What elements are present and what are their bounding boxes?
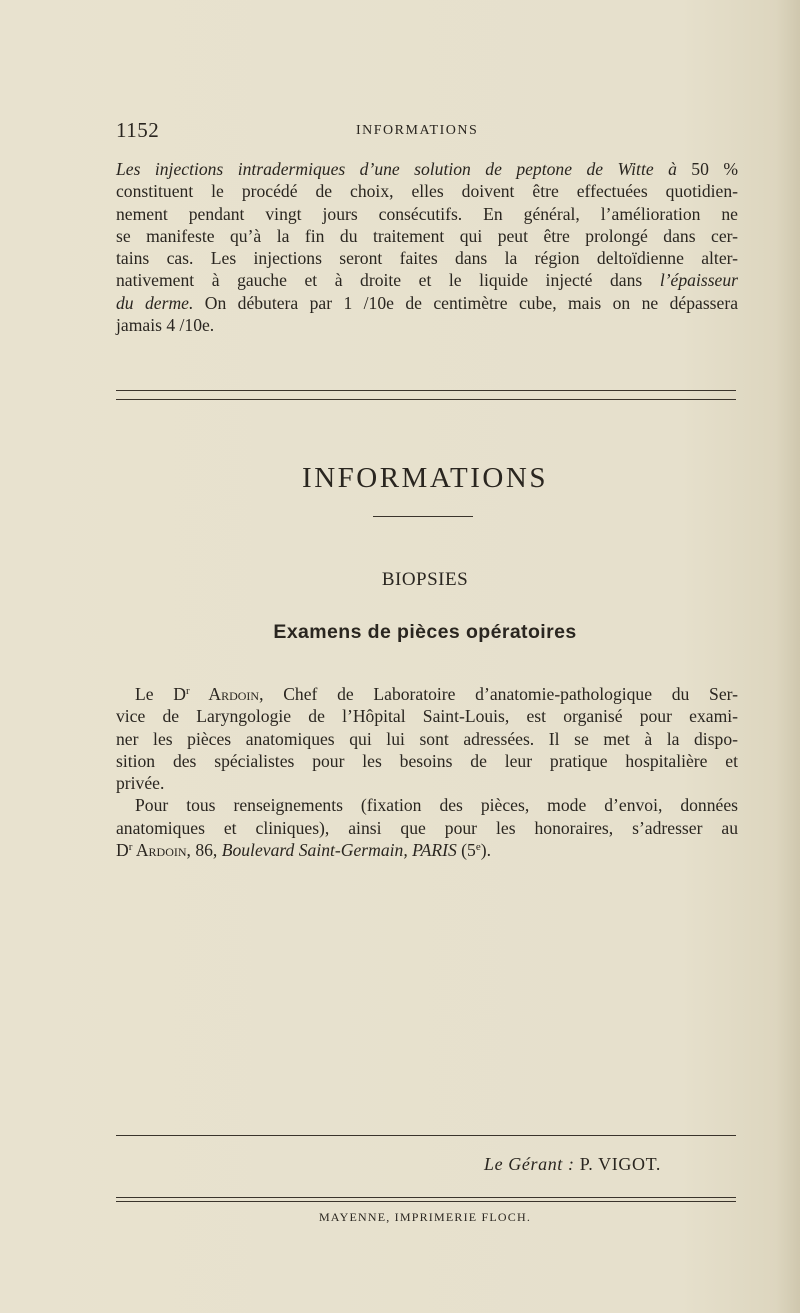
double-rule-divider bbox=[116, 1197, 736, 1202]
text-span: (5 bbox=[456, 840, 476, 861]
text-span: nativement à gauche et à droite et le liquide injecté dans bbox=[116, 270, 660, 291]
running-title: INFORMATIONS bbox=[356, 123, 479, 138]
text-line: constituent le procédé de choix, elles doivent être effectuées quotidien- bbox=[116, 181, 738, 202]
section-subhead: BIOPSIES bbox=[381, 569, 469, 590]
paragraph-biopsies bbox=[116, 683, 738, 861]
text-line bbox=[116, 158, 738, 180]
bold-heading: Examens de pièces opératoires bbox=[273, 621, 577, 643]
text-line: Pour tous renseignements (fixation des pièces, mode d’envoi, données bbox=[135, 795, 738, 816]
small-caps-name: Ardoin bbox=[189, 684, 260, 704]
page-number: 1152 bbox=[116, 118, 160, 142]
text-line: vice de Laryngologie de l’Hôpital Saint-Louis, est organisé pour exami- bbox=[116, 706, 738, 727]
text-span: Le D bbox=[135, 684, 186, 704]
double-rule-divider bbox=[116, 390, 736, 400]
text-line bbox=[116, 839, 738, 861]
italic-text: Les injections intradermiques d’une solution de peptone de Witte à bbox=[116, 159, 677, 179]
text-span: On débutera par 1 /10e de centimètre cube, mais on ne dépassera bbox=[193, 292, 738, 313]
section-title: INFORMATIONS bbox=[302, 462, 548, 494]
gerant-label: Le Gérant : bbox=[484, 1154, 575, 1174]
text-span: , 86, bbox=[186, 840, 222, 861]
text-line: anatomiques et cliniques), ainsi que pour les honoraires, s’adresser au bbox=[116, 817, 738, 838]
text-line: ner les pièces anatomiques qui lui sont adressées. Il se met à la dispo- bbox=[116, 728, 738, 749]
text-line: privée. bbox=[116, 773, 165, 794]
superscript: r bbox=[128, 841, 133, 854]
gerant-name: P. VIGOT. bbox=[574, 1154, 661, 1174]
text-line: jamais 4 /10e. bbox=[116, 315, 215, 336]
italic-text: du derme. bbox=[116, 292, 194, 313]
text-line bbox=[116, 269, 738, 291]
small-caps-name: Ardoin bbox=[132, 840, 187, 861]
superscript: r bbox=[185, 685, 190, 697]
text-line: nement pendant vingt jours consécutifs. En général, l’amélioration ne bbox=[116, 203, 738, 224]
text-line bbox=[116, 292, 738, 314]
paragraph-peptone-injections bbox=[116, 158, 738, 336]
short-rule-divider bbox=[373, 516, 473, 517]
text-line bbox=[116, 683, 738, 705]
rule-divider bbox=[116, 1135, 736, 1136]
text-line: tains cas. Les injections seront faites dans la région deltoïdienne alter- bbox=[116, 248, 738, 269]
running-head bbox=[116, 118, 736, 148]
gerant-signature-line bbox=[484, 1154, 661, 1175]
printer-imprint: MAYENNE, IMPRIMERIE FLOCH. bbox=[318, 1210, 532, 1224]
text-line: sition des spécialistes pour les besoins de leur pratique hospitalière et bbox=[116, 750, 738, 771]
italic-address: Boulevard Saint-Germain, PARIS bbox=[221, 840, 457, 861]
text-line: se manifeste qu’à la fin du traitement qui peut être prolongé dans cer- bbox=[116, 225, 738, 246]
text-span: ). bbox=[480, 840, 491, 861]
text-span: D bbox=[116, 840, 129, 861]
italic-text: l’épaisseur bbox=[659, 270, 738, 291]
text-span: 50 % bbox=[676, 159, 738, 179]
superscript: e bbox=[475, 841, 481, 854]
text-span: , Chef de Laboratoire d’anatomie-pathologique du Ser- bbox=[259, 684, 738, 704]
